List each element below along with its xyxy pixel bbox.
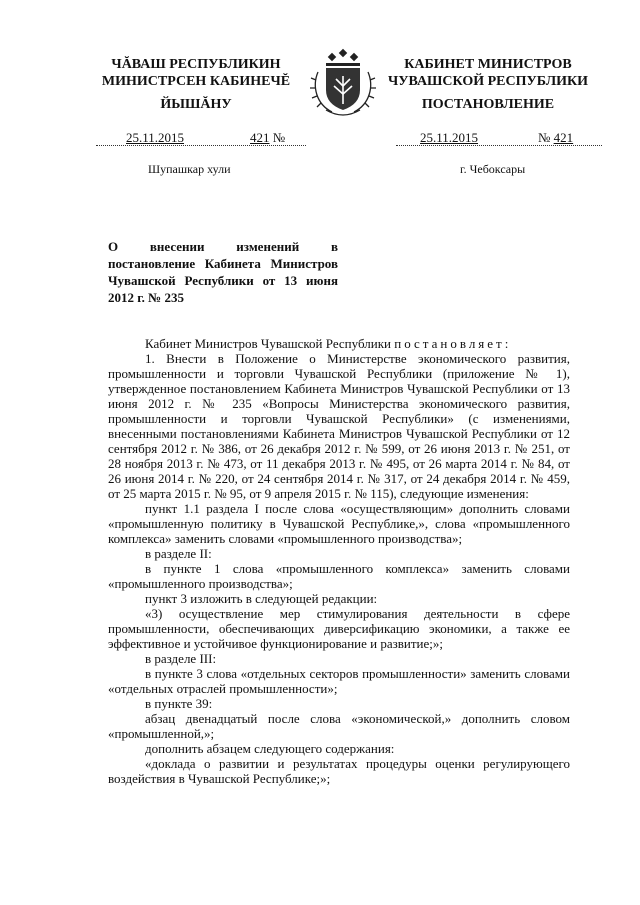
- header-left-line2: МИНИСТРСЕН КАБИНЕЧĔ: [101, 74, 291, 89]
- body-paragraph: дополнить абзацем следующего содержания:: [145, 741, 395, 756]
- right-date-value: 25.11.2015: [420, 130, 479, 145]
- header-left: [78, 56, 314, 90]
- body-paragraph: пункт 3 изложить в следующей редакции:: [145, 591, 378, 606]
- right-number: [538, 130, 573, 146]
- header-left-title: ЙЫШĂНУ: [160, 97, 232, 112]
- body-paragraph: в разделе III:: [145, 651, 217, 666]
- left-date-value: 25.11.2015: [126, 130, 185, 145]
- document-subject: О внесении изменений в постановление Кабинета Министров Чувашской Республики от 13 июня 2012 г. № 235: [108, 239, 338, 305]
- header-left-line1: ЧĂВАШ РЕСПУБЛИКИН: [111, 57, 281, 72]
- body-paragraph: «доклада о развитии и результатах процедуры оценки регулирующего воздействия в Чувашской Республике;»;: [108, 756, 570, 786]
- right-date: [420, 130, 478, 146]
- document-body: [108, 336, 570, 786]
- right-number-underline: [396, 145, 602, 146]
- preamble-text: Кабинет Министров Чувашской Республики: [145, 336, 391, 351]
- body-paragraph: пункт 1.1 раздела I после слова «осуществляющим» дополнить словами «промышленную политику в Чувашской Республике,», слова «промышленного комплекса» заменить словами «промышленного производства»;: [108, 501, 570, 546]
- right-number-sign: №: [538, 130, 551, 145]
- header-right: [372, 56, 604, 90]
- body-paragraph: 1. Внести в Положение о Министерстве экономического развития, промышленности и торговли Чувашской Республики (приложение № 1), утвержденное постановлением Кабинета Министров Чувашской Республики от 13 июня 2012 г. № 235 «Вопросы Министерства экономического развития, промышленности и торговли Чувашской Республики» (с изменениями, внесенными постановлениями Кабинета Министров Чувашской Республики от 12 сентября 2012 г. № 386, от 26 декабря 2012 г. № 599, от 26 июня 2013 г. № 251, от 28 ноября 2013 г. № 473, от 11 декабря 2013 г. № 495, от 26 марта 2014 г. № 84, от 26 июня 2014 г. № 220, от 24 сентября 2014 г. № 317, от 24 декабря 2014 г. № 459, от 25 марта 2015 г. № 95, от 9 апреля 2015 г. № 115), следующие изменения:: [108, 351, 570, 501]
- header-right-title: ПОСТАНОВЛЕНИЕ: [421, 97, 555, 112]
- header-right-line1: КАБИНЕТ МИНИСТРОВ: [404, 57, 572, 72]
- body-paragraph: абзац двенадцатый после слова «экономической,» дополнить словом «промышленной,»;: [108, 711, 570, 741]
- right-number-value: 421: [553, 130, 574, 145]
- left-number: [250, 130, 285, 146]
- place-right: г. Чебоксары: [460, 162, 526, 176]
- left-number-sign: №: [272, 130, 286, 145]
- place-left: Шупашкар хули: [148, 162, 231, 176]
- left-number-underline: [96, 145, 306, 146]
- left-number-value: 421: [250, 130, 270, 145]
- header-right-line2: ЧУВАШСКОЙ РЕСПУБЛИКИ: [387, 74, 589, 89]
- body-paragraph: в пункте 39:: [145, 696, 213, 711]
- body-paragraph: в пункте 3 слова «отдельных секторов промышленности» заменить словами «отдельных отраслей промышленности»;: [108, 666, 570, 696]
- body-paragraph: в пункте 1 слова «промышленного комплекса» заменить словами «промышленного производства»;: [108, 561, 570, 591]
- body-paragraph: в разделе II:: [145, 546, 212, 561]
- preamble-word: постановляет:: [394, 336, 512, 351]
- left-date: [126, 130, 184, 146]
- preamble: [108, 336, 570, 351]
- body-paragraph: «3) осуществление мер стимулирования деятельности в сфере промышленности, обеспечивающих диверсификацию экономики, а также ее эффективное и устойчивое функционирование и развитие;»;: [108, 606, 570, 651]
